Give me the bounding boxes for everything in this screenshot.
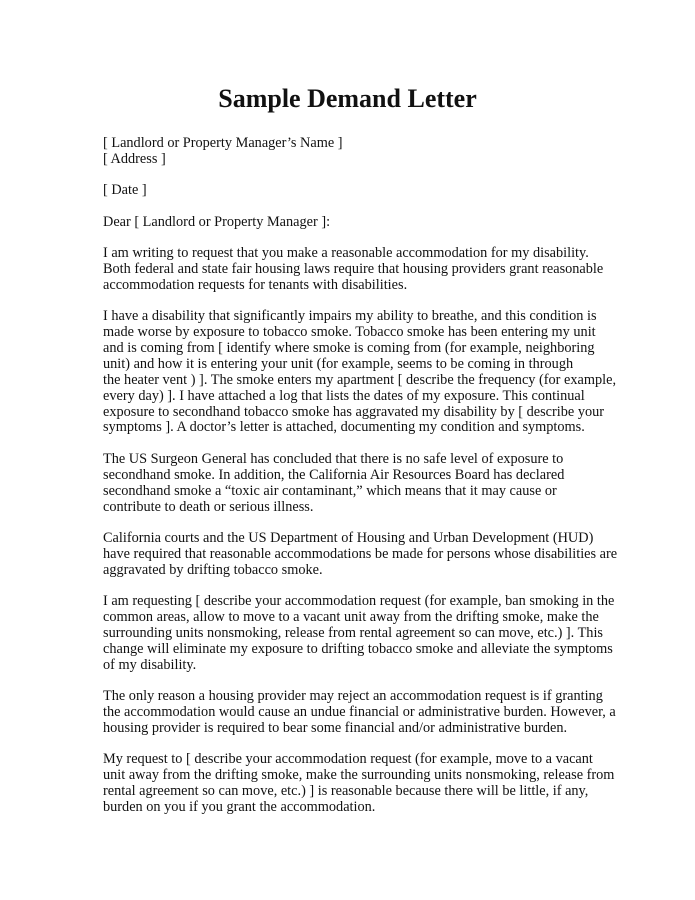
recipient-name-line: [ Landlord or Property Manager’s Name ]	[103, 135, 343, 151]
paragraph-line: change will eliminate my exposure to drifting tobacco smoke and alleviate the symptoms	[103, 640, 613, 657]
paragraph-line: My request to [ describe your accommodation request (for example, move to a vacant	[103, 751, 593, 768]
paragraph-2	[103, 308, 617, 436]
paragraph-line: the heater vent ) ]. The smoke enters my apartment [ describe the frequency (for example,	[103, 371, 617, 388]
paragraph-line: accommodation requests for tenants with disabilities.	[103, 276, 408, 293]
paragraph-7	[103, 751, 615, 816]
paragraph-line: aggravated by drifting tobacco smoke.	[103, 561, 323, 578]
paragraph-line: made worse by exposure to tobacco smoke. Tobacco smoke has been entering my unit	[103, 324, 596, 341]
salutation: Dear [ Landlord or Property Manager ]:	[103, 213, 331, 230]
paragraph-line: The only reason a housing provider may reject an accommodation request is if granting	[103, 688, 603, 705]
paragraph-3	[103, 452, 603, 516]
paragraph-line: exposure to secondhand tobacco smoke has aggravated my disability by [ describe your	[103, 403, 605, 420]
paragraph-1	[103, 246, 603, 294]
paragraph-line: have required that reasonable accommodations be made for persons whose disabilities are	[103, 545, 618, 562]
paragraph-4	[103, 529, 618, 579]
recipient-address-line: [ Address ]	[103, 150, 166, 167]
paragraph-line: secondhand smoke a “toxic air contaminant,” which means that it may cause or	[103, 482, 557, 499]
paragraph-line: unit away from the drifting smoke, make the surrounding units nonsmoking, release from	[103, 767, 615, 784]
paragraph-line: Both federal and state fair housing laws require that housing providers grant reasonable	[103, 260, 604, 277]
address-block	[103, 136, 603, 168]
letter-body	[103, 135, 618, 816]
paragraph-5	[103, 593, 615, 673]
paragraph-line: contribute to death or serious illness.	[103, 498, 314, 515]
paragraph-line: housing provider is required to bear some financial and/or administrative burden.	[103, 719, 568, 736]
paragraph-line: and is coming from [ identify where smoke is coming from (for example, neighboring	[103, 340, 595, 357]
paragraph-line: surrounding units nonsmoking, release from rental agreement so can move, etc.) ]. This	[103, 624, 603, 641]
paragraph-line: of my disability.	[103, 656, 197, 673]
paragraph-line: symptoms ]. A doctor’s letter is attached, documenting my condition and symptoms.	[103, 419, 585, 436]
paragraph-line: I am writing to request that you make a reasonable accommodation for my disability.	[103, 245, 589, 262]
paragraph-line: burden on you if you grant the accommodation.	[103, 798, 376, 815]
paragraph-line: secondhand smoke. In addition, the California Air Resources Board has declared	[103, 466, 565, 483]
paragraph-line: California courts and the US Department of Housing and Urban Development (HUD)	[103, 529, 594, 546]
paragraph-line: common areas, allow to move to a vacant unit away from the drifting smoke, make the	[103, 608, 599, 625]
document-title: Sample Demand Letter	[218, 84, 477, 113]
paragraph-line: rental agreement so can move, etc.) ] is reasonable because there will be little, if any,	[103, 783, 589, 799]
paragraph-line: The US Surgeon General has concluded that there is no safe level of exposure to	[103, 450, 564, 467]
date-line: [ Date ]	[103, 182, 147, 199]
paragraph-line: I am requesting [ describe your accommodation request (for example, ban smoking in the	[103, 593, 615, 610]
paragraph-line: every day) ]. I have attached a log that lists the dates of my exposure. This continual	[103, 387, 585, 404]
paragraph-6	[103, 688, 616, 737]
paragraph-line: I have a disability that significantly impairs my ability to breathe, and this condition is	[103, 308, 597, 325]
paragraph-line: unit) and how it is entering your unit (for example, seems to be coming in through	[103, 355, 574, 372]
paragraph-line: the accommodation would cause an undue financial or administrative burden. However, a	[103, 703, 616, 720]
